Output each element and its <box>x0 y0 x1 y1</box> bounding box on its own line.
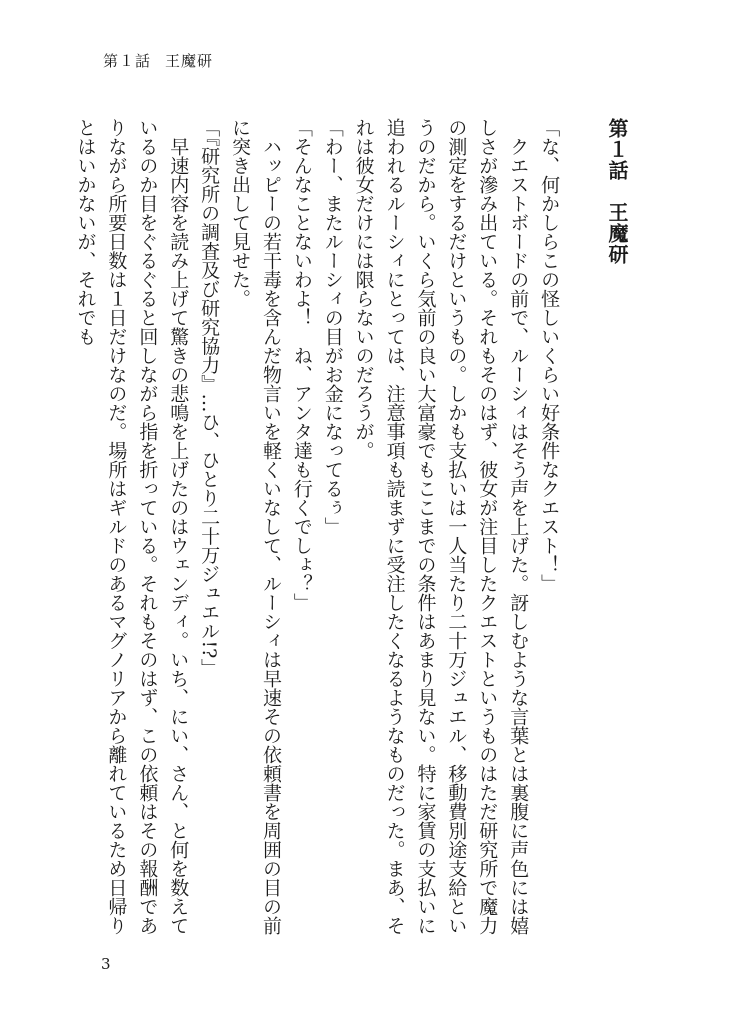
paragraph-2: クエストボードの前で、ルーシィはそう声を上げた。訝しむような言葉とは裏腹に声色には嬉しさが滲み出ている。それもそのはず、彼女が注目したクエストというものはただ研究所で魔力の測定をするだけというもの。しかも支払いは一人当たり二十万ジュエル、移動費別途支給というのだから。いくら気前の良い大富豪でもここまでの条件はあまり見ない。特に家賃の支払いに追われるルーシィにとっては、注意事項も読まずに受注したくなるようなものだった。まあ、それは彼女だけには限らないのだろうが。 <box>352 118 530 935</box>
paragraph-6: 「『研究所の調査及び研究協力』…ひ、ひとり二十万ジュエル!?」 <box>198 118 221 678</box>
running-head-title: 王魔研 <box>165 52 214 70</box>
running-head-chapter: 第１話 <box>103 52 152 70</box>
chapter-title: 第１話 王魔研 <box>605 118 629 265</box>
vertical-text-body <box>70 118 632 938</box>
page-number: 3 <box>101 955 111 973</box>
paragraph-4: 「そんなことないわよ！ ね、アンタ達も行くでしょ？」 <box>290 118 313 612</box>
paragraph-1: 「な、何かしらこの怪しいくらい好条件なクエスト！」 <box>538 118 561 593</box>
paragraph-3: 「わー、またルーシィの目がお金になってるぅ」 <box>321 118 344 536</box>
running-head <box>103 50 213 71</box>
paragraph-5: ハッピーの若干毒を含んだ物言いを軽くいなして、ルーシィは早速その依頼書を周囲の目の前に突き出して見せた。 <box>229 118 282 935</box>
paragraph-7: 早速内容を読み上げて驚きの悲鳴を上げたのはウェンディ。いち、にい、さん、と何を数えているのか目をぐるぐると回しながら指を折っている。それもそのはず、この依頼はその報酬でありながら所要日数は１日だけなのだ。場所はギルドのあるマグノリアから離れているため日帰りとはいかないが、それでも <box>74 118 190 935</box>
